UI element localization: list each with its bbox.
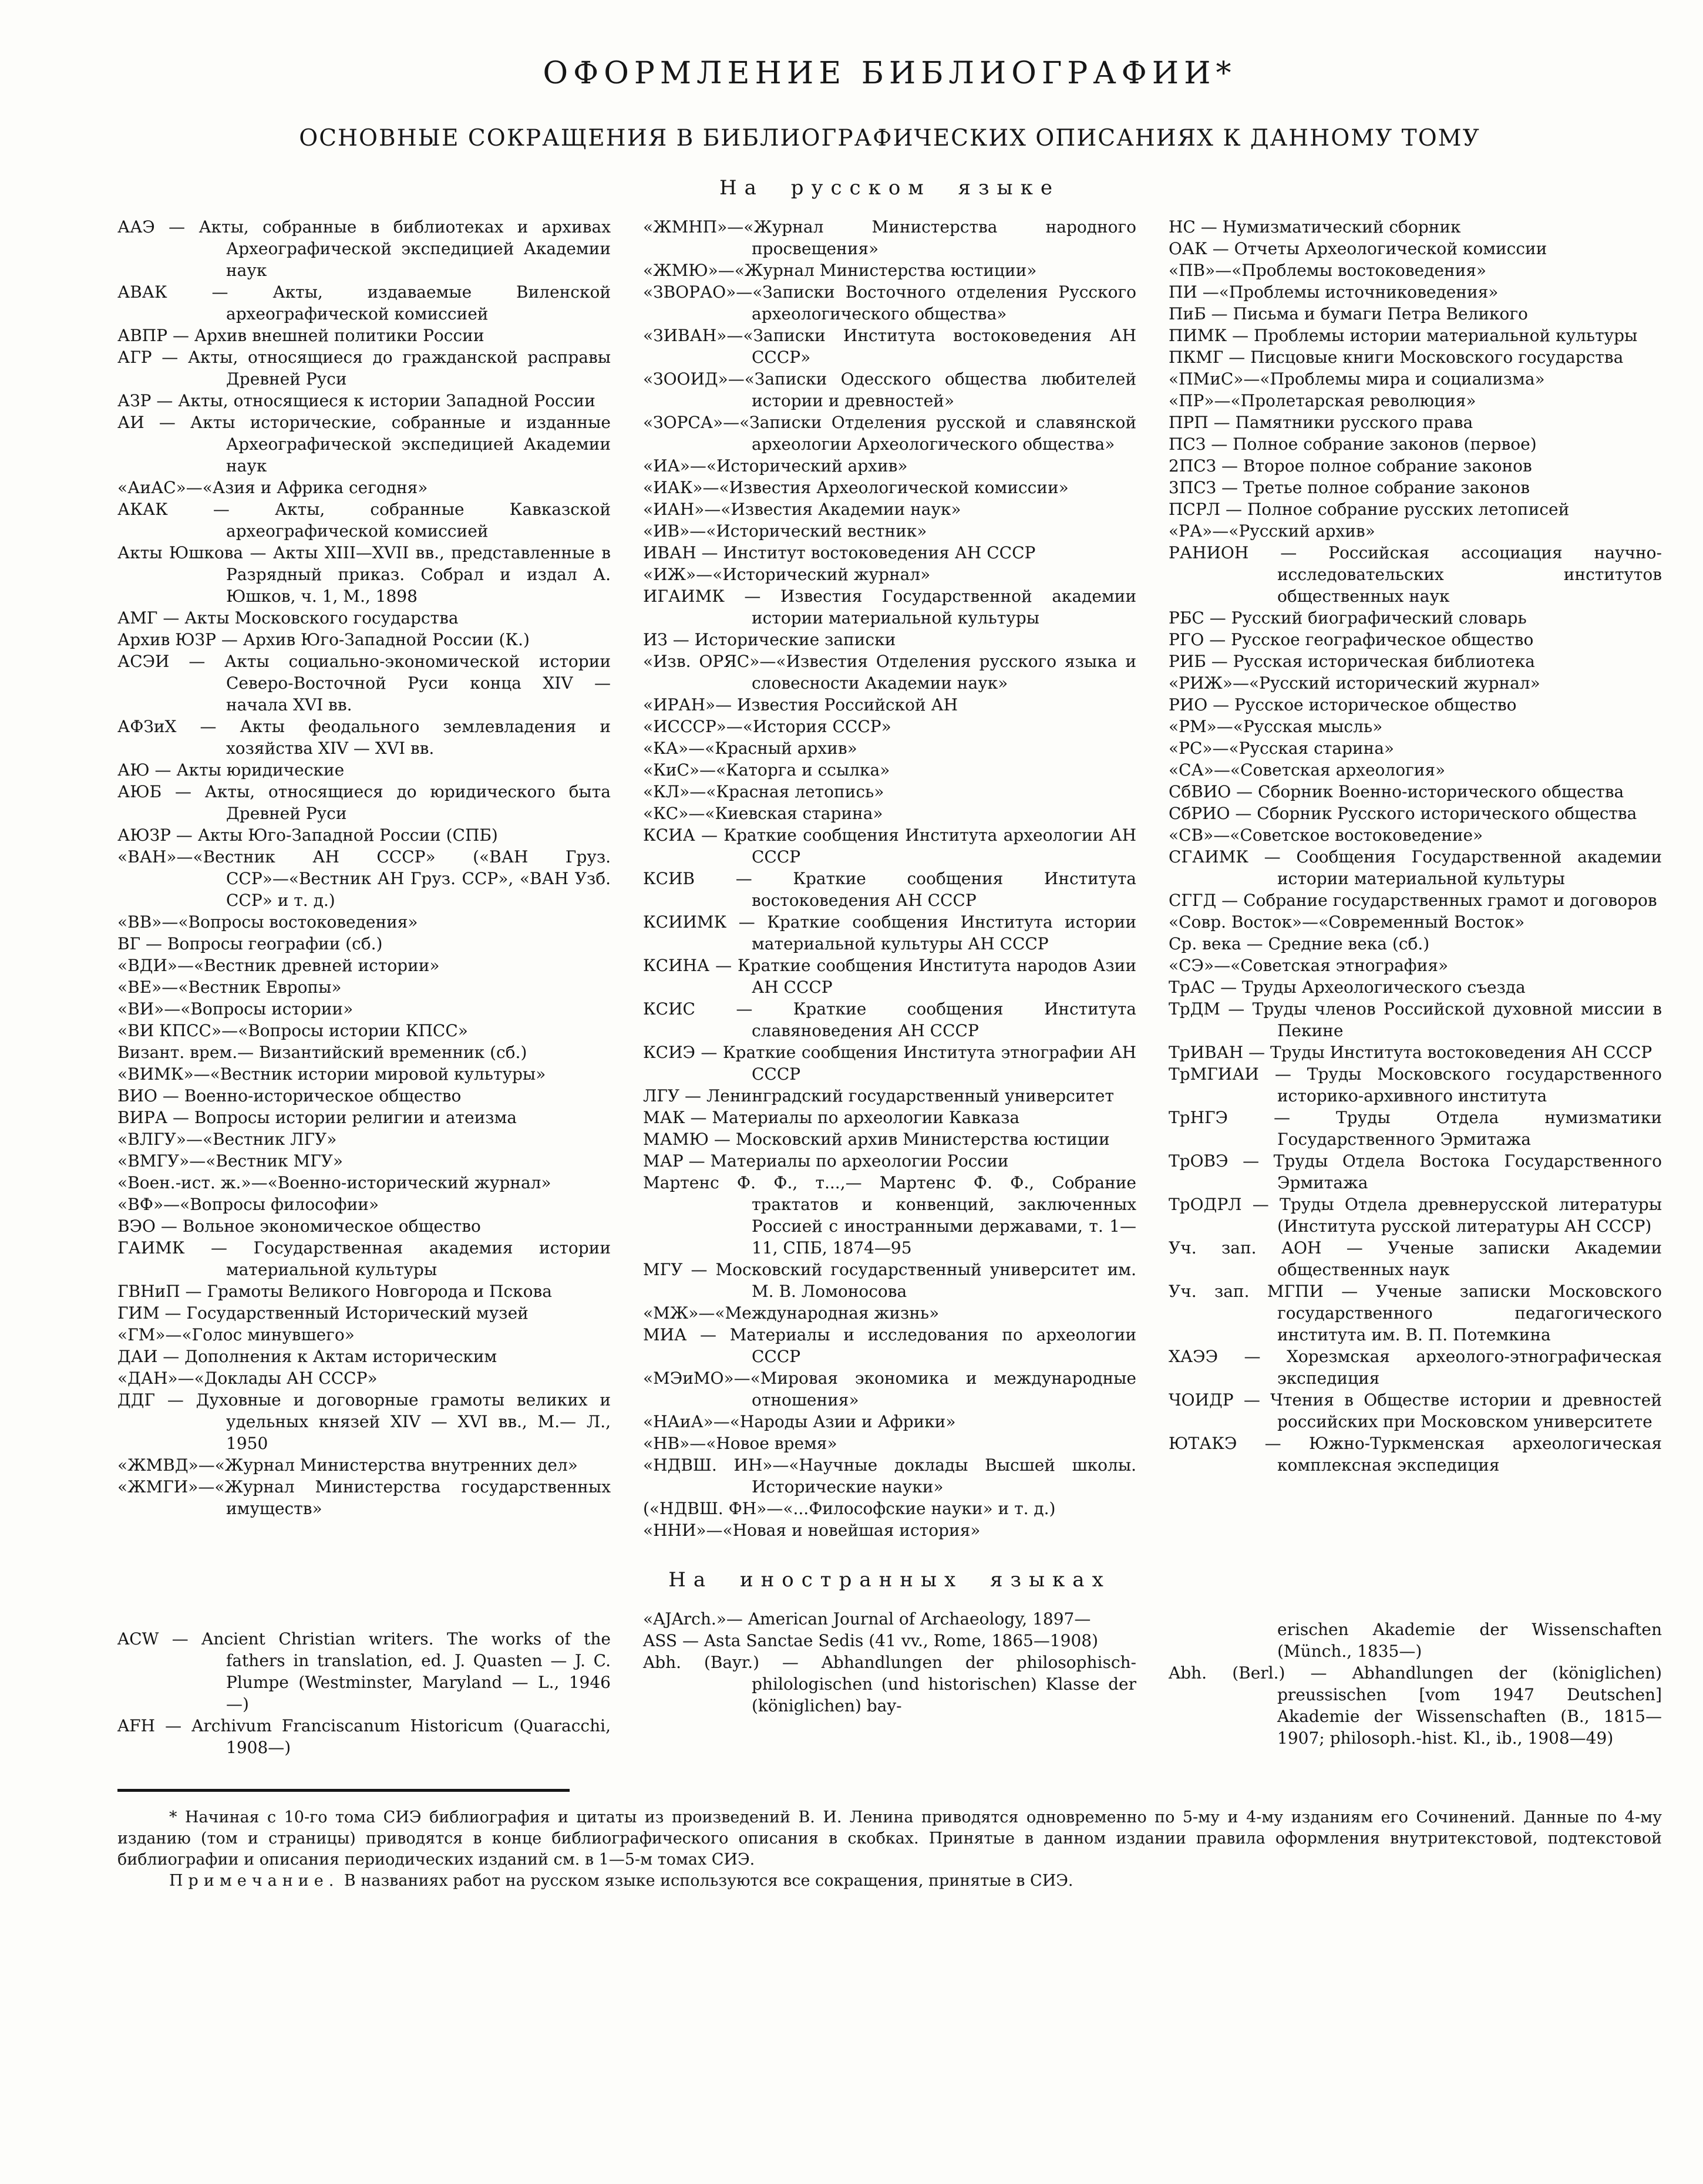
footnote-text: * Начиная с 10-го тома СИЭ библиография и цитаты из произведений В. И. Ленина приводятся одновременно по 5-му и 4-му изданиям его Сочинений. Данные по 4-му изданию (том и страницы) приводятся в конце библиографического описания в скобках. Принятые в данном издании правила оформления внутритекстовой, подтекстовой библиографии и описания периодических изданий см. в 1—5-м томах СИЭ. <box>117 1808 1662 1869</box>
abbr-entry: «ЖМВД»—«Журнал Министерства внутренних дел» <box>117 1455 578 1475</box>
abbr-entry: «ЗВОРАО»—«Записки Восточного отделения Русского археологического общества» <box>643 282 1136 323</box>
abbr-entry: «ВАН»—«Вестник АН СССР» («ВАН Груз. ССР»—«Вестник АН Груз. ССР», «ВАН Узб. ССР» и т. д.) <box>117 847 611 910</box>
abbr-entry: «РС»—«Русская старина» <box>1169 739 1395 758</box>
abbr-entry: «РА»—«Русский архив» <box>1169 521 1375 541</box>
abbr-entry: «ПМиС»—«Проблемы мира и социализма» <box>1169 369 1545 389</box>
abbr-entry: Ср. века — Средние века (сб.) <box>1169 934 1430 953</box>
abbr-entry: Уч. зап. МГПИ — Ученые записки Московского государственного педагогического института им. В. П. Потемкина <box>1169 1282 1662 1344</box>
abbr-entry: АЮ — Акты юридические <box>117 760 345 780</box>
abbr-entry: «ЗИВАН»—«Записки Института востоковедения АН СССР» <box>643 326 1136 367</box>
footnote-rule <box>117 1789 570 1792</box>
abbr-entry: АВПР — Архив внешней политики России <box>117 326 484 345</box>
abbr-entry: «ИВ»—«Исторический вестник» <box>643 521 927 541</box>
abbr-entry: ПиБ — Письма и бумаги Петра Великого <box>1169 304 1528 323</box>
abbr-entry: ЧОИДР — Чтения в Обществе истории и древностей российских при Московском университете <box>1169 1390 1662 1431</box>
foreign-columns <box>117 1608 1662 1758</box>
abbr-entry: «НАиА»—«Народы Азии и Африки» <box>643 1412 956 1431</box>
footnote-note-text: В названиях работ на русском языке используются все сокращения, принятые в СИЭ. <box>344 1872 1073 1890</box>
abbr-entry: «ГМ»—«Голос минувшего» <box>117 1325 355 1344</box>
abbr-entry: Abh. (Bayr.) — Abhandlungen der philosophisch-philologischen (und historischen) Klasse der (königlichen) bay- <box>643 1653 1136 1715</box>
abbr-entry: АЗР — Акты, относящиеся к истории Западной России <box>117 391 595 410</box>
abbr-entry: «КА»—«Красный архив» <box>643 739 857 758</box>
abbr-entry: МАК — Материалы по археологии Кавказа <box>643 1108 1020 1127</box>
abbr-entry: «ИСССР»—«История СССР» <box>643 717 891 736</box>
abbr-entry: «ВВ»—«Вопросы востоковедения» <box>117 912 418 932</box>
abbr-entry: КСИИМК — Краткие сообщения Института истории материальной культуры АН СССР <box>643 912 1136 953</box>
abbr-entry: АИ — Акты исторические, собранные и изданные Археографической экспедицией Академии наук <box>117 413 611 476</box>
abbr-entry: «СВ»—«Советское востоковедение» <box>1169 825 1483 845</box>
abbr-entry: ПИ —«Проблемы источниковедения» <box>1169 282 1499 302</box>
abbr-entry: ACW — Ancient Christian writers. The works of the fathers in translation, ed. J. Quasten — J. C. Plumpe (Westminster, Maryland — L., 1946—) <box>117 1629 611 1714</box>
abbr-entry: ГВНиП — Грамоты Великого Новгорода и Пскова <box>117 1282 552 1301</box>
abbr-entry: ПСРЛ — Полное собрание русских летописей <box>1169 500 1570 519</box>
abbr-entry: ОАК — Отчеты Археологической комиссии <box>1169 239 1547 258</box>
abbr-entry: ЮТАКЭ — Южно-Туркменская археологическая комплексная экспедиция <box>1169 1434 1662 1475</box>
abbr-entry: КСИА — Краткие сообщения Института археологии АН СССР <box>643 825 1136 867</box>
abbr-entry: ПСЗ — Полное собрание законов (первое) <box>1169 434 1537 454</box>
russian-column-2 <box>643 216 1136 1541</box>
abbr-entry: ИВАН — Институт востоковедения АН СССР <box>643 543 1036 562</box>
abbr-entry: «ВМГУ»—«Вестник МГУ» <box>117 1151 344 1171</box>
abbr-entry: АГР — Акты, относящиеся до гражданской расправы Древней Руси <box>117 348 611 389</box>
abbr-entry: ДАИ — Дополнения к Актам историческим <box>117 1347 497 1366</box>
abbr-entry: «СА»—«Советская археология» <box>1169 760 1446 780</box>
abbr-entry: 2ПСЗ — Второе полное собрание законов <box>1169 456 1532 476</box>
russian-columns <box>117 216 1662 1541</box>
abbr-entry: AFH — Archivum Franciscanum Historicum (Quaracchi, 1908—) <box>117 1716 611 1757</box>
foreign-column-3 <box>1169 1608 1662 1749</box>
abbr-entry: «КЛ»—«Красная летопись» <box>643 782 884 801</box>
abbr-entry: «РМ»—«Русская мысль» <box>1169 717 1383 736</box>
abbr-entry: КСИВ — Краткие сообщения Института востоковедения АН СССР <box>643 869 1136 910</box>
abbr-entry: АЮБ — Акты, относящиеся до юридического быта Древней Руси <box>117 782 611 823</box>
abbr-entry: («НДВШ. ФН»—«...Философские науки» и т. д.) <box>643 1499 1056 1518</box>
abbr-entry: ИЗ — Исторические записки <box>643 630 896 649</box>
section-heading-russian: На русском языке <box>719 176 1060 200</box>
abbr-entry: erischen Akademie der Wissenschaften (Münch., 1835—) <box>1277 1620 1662 1661</box>
abbr-entry: Уч. зап. АОН — Ученые записки Академии общественных наук <box>1169 1238 1662 1279</box>
russian-column-3 <box>1169 216 1662 1476</box>
abbr-entry: «ИА»—«Исторический архив» <box>643 456 908 476</box>
abbr-entry: «Изв. ОРЯС»—«Известия Отделения русского языка и словесности Академии наук» <box>643 652 1136 693</box>
abbr-entry: ХАЭЭ — Хорезмская археолого-этнографическая экспедиция <box>1169 1347 1662 1388</box>
abbr-entry: Архив ЮЗР — Архив Юго-Западной России (К.) <box>117 630 530 649</box>
abbr-entry: «ДАН»—«Доклады АН СССР» <box>117 1369 378 1388</box>
abbr-entry: «КиС»—«Каторга и ссылка» <box>643 760 890 780</box>
abbr-entry: ТрОДРЛ — Труды Отдела древнерусской литературы (Института русской литературы АН СССР) <box>1169 1195 1662 1236</box>
abbr-entry: ИГАИМК — Известия Государственной академии истории материальной культуры <box>643 587 1136 628</box>
abbr-entry: СбРИО — Сборник Русского исторического общества <box>1169 804 1637 823</box>
abbr-entry: СГГД — Собрание государственных грамот и договоров <box>1169 891 1657 910</box>
abbr-entry: АФЗиХ — Акты феодального землевладения и хозяйства XIV — XVI вв. <box>117 717 611 758</box>
abbr-entry: «ВИМК»—«Вестник истории мировой культуры» <box>117 1064 546 1084</box>
abbr-entry: ВЭО — Вольное экономическое общество <box>117 1216 481 1236</box>
abbr-entry: «ННИ»—«Новая и новейшая история» <box>643 1521 981 1540</box>
abbr-entry: МГУ — Московский государственный университет им. М. В. Ломоносова <box>643 1260 1136 1301</box>
abbr-entry: «МЖ»—«Международная жизнь» <box>643 1303 940 1323</box>
foreign-column-1 <box>117 1608 611 1758</box>
abbr-entry: «КС»—«Киевская старина» <box>643 804 883 823</box>
abbr-entry: «ПР»—«Пролетарская революция» <box>1169 391 1476 410</box>
page-subtitle: ОСНОВНЫЕ СОКРАЩЕНИЯ В БИБЛИОГРАФИЧЕСКИХ ОПИСАНИЯХ К ДАННОМУ ТОМУ <box>299 125 1480 151</box>
abbr-entry: «РИЖ»—«Русский исторический журнал» <box>1169 673 1540 693</box>
abbr-entry: РИО — Русское историческое общество <box>1169 695 1517 714</box>
abbr-entry: «ВДИ»—«Вестник древней истории» <box>117 956 440 975</box>
abbr-entry: «ПВ»—«Проблемы востоковедения» <box>1169 261 1487 280</box>
russian-column-1 <box>117 216 611 1519</box>
abbr-entry: «ИРАН»— Известия Российской АН <box>643 695 958 714</box>
abbr-entry: «ВФ»—«Вопросы философии» <box>117 1195 379 1214</box>
abbr-entry: РГО — Русское географическое общество <box>1169 630 1534 649</box>
abbr-entry: «СЭ»—«Советская этнография» <box>1169 956 1449 975</box>
abbr-entry: ВГ — Вопросы географии (сб.) <box>117 934 383 953</box>
abbr-entry: ТрИВАН — Труды Института востоковедения АН СССР <box>1169 1043 1652 1062</box>
abbr-entry: АМГ — Акты Московского государства <box>117 608 459 628</box>
abbr-entry: «МЭиМО»—«Мировая экономика и международные отношения» <box>643 1369 1136 1410</box>
abbr-entry: «ВИ»—«Вопросы истории» <box>117 999 354 1019</box>
abbr-entry: ПКМГ — Писцовые книги Московского государства <box>1169 348 1624 367</box>
abbr-entry: «ВИ КПСС»—«Вопросы истории КПСС» <box>117 1021 468 1040</box>
abbr-entry: КСИС — Краткие сообщения Института славяноведения АН СССР <box>643 999 1136 1040</box>
abbr-entry: ПРП — Памятники русского права <box>1169 413 1473 432</box>
abbr-entry: «НВ»—«Новое время» <box>643 1434 837 1453</box>
abbr-entry: НС — Нумизматический сборник <box>1169 217 1461 237</box>
footnote-note <box>117 1870 1662 1892</box>
abbr-entry: «ЗООИД»—«Записки Одесского общества любителей истории и древностей» <box>643 369 1136 410</box>
abbr-entry: ЛГУ — Ленинградский государственный университет <box>643 1086 1114 1106</box>
abbr-entry: «ВЛГУ»—«Вестник ЛГУ» <box>117 1130 337 1149</box>
abbr-entry: «ИАК»—«Известия Археологической комиссии» <box>643 478 1069 497</box>
abbr-entry: «Воен.-ист. ж.»—«Военно-исторический журнал» <box>117 1173 551 1192</box>
abbr-entry: ТрДМ — Труды членов Российской духовной миссии в Пекине <box>1169 999 1662 1040</box>
abbr-entry: РБС — Русский биографический словарь <box>1169 608 1527 628</box>
abbr-entry: ASS — Asta Sanctae Sedis (41 vv., Rome, 1865—1908) <box>643 1631 1099 1650</box>
abbr-entry: АСЭИ — Акты социально-экономической истории Северо-Восточной Руси конца XIV — начала XVI вв. <box>117 652 611 714</box>
abbr-entry: ТрОВЭ — Труды Отдела Востока Государственного Эрмитажа <box>1169 1151 1662 1192</box>
abbr-entry: ГИМ — Государственный Исторический музей <box>117 1303 529 1323</box>
abbr-entry: АВАК — Акты, издаваемые Виленской археографической комиссией <box>117 282 611 323</box>
abbr-entry: «ЖМГИ»—«Журнал Министерства государственных имуществ» <box>117 1477 611 1518</box>
abbr-entry: «АиАС»—«Азия и Африка сегодня» <box>117 478 428 497</box>
abbr-entry: АЮЗР — Акты Юго-Западной России (СПБ) <box>117 825 498 845</box>
abbr-entry: МИА — Материалы и исследования по археологии СССР <box>643 1325 1136 1366</box>
footnote-note-label: Примечание. <box>169 1872 339 1890</box>
abbr-entry: 3ПСЗ — Третье полное собрание законов <box>1169 478 1530 497</box>
abbr-entry: «AJArch.»— American Journal of Archaeology, 1897— <box>643 1609 1091 1629</box>
abbr-entry: АКАК — Акты, собранные Кавказской археографической комиссией <box>117 500 611 541</box>
abbr-entry: КСИНА — Краткие сообщения Института народов Азии АН СССР <box>643 956 1136 997</box>
abbr-entry: ТрАС — Труды Археологического съезда <box>1169 978 1526 997</box>
abbr-entry: МАР — Материалы по археологии России <box>643 1151 1009 1171</box>
abbr-entry: ТрНГЭ — Труды Отдела нумизматики Государственного Эрмитажа <box>1169 1108 1662 1149</box>
abbr-entry: ТрМГИАИ — Труды Московского государственного историко-архивного института <box>1169 1064 1662 1106</box>
abbr-entry: «ЗОРСА»—«Записки Отделения русской и славянской археологии Археологического общества» <box>643 413 1136 454</box>
section-heading-foreign: На иностранных языках <box>668 1568 1111 1592</box>
abbr-entry: Мартенс Ф. Ф., т...,— Мартенс Ф. Ф., Собрание трактатов и конвенций, заключенных Россией с иностранными державами, т. 1—11, СПБ, 1874—95 <box>643 1173 1136 1258</box>
abbr-entry: Визант. врем.— Византийский временник (сб.) <box>117 1043 527 1062</box>
abbr-entry: «НДВШ. ИН»—«Научные доклады Высшей школы. Исторические науки» <box>643 1455 1136 1497</box>
abbr-entry: «ЖМЮ»—«Журнал Министерства юстиции» <box>643 261 1037 280</box>
abbr-entry: «ИАН»—«Известия Академии наук» <box>643 500 961 519</box>
abbr-entry: ВИО — Военно-историческое общество <box>117 1086 462 1106</box>
abbr-entry: «ЖМНП»—«Журнал Министерства народного просвещения» <box>643 217 1136 258</box>
abbr-entry: СбВИО — Сборник Военно-исторического общества <box>1169 782 1624 801</box>
abbr-entry: РИБ — Русская историческая библиотека <box>1169 652 1535 671</box>
abbr-entry: Abh. (Berl.) — Abhandlungen der (königlichen) preussischen [vom 1947 Deutschen] Akademie der Wissenschaften (B., 1815—1907; philosoph.-hist. Kl., ib., 1908—49) <box>1169 1663 1662 1748</box>
foreign-column-2 <box>643 1608 1136 1717</box>
footnote <box>117 1807 1662 1892</box>
abbr-entry: МАМЮ — Московский архив Министерства юстиции <box>643 1130 1110 1149</box>
abbr-entry: ГАИМК — Государственная академия истории материальной культуры <box>117 1238 611 1279</box>
abbr-entry: РАНИОН — Российская ассоциация научно-исследовательских институтов общественных наук <box>1169 543 1662 606</box>
abbr-entry: ВИРА — Вопросы истории религии и атеизма <box>117 1108 517 1127</box>
abbr-entry: «ВЕ»—«Вестник Европы» <box>117 978 342 997</box>
abbr-entry: ПИМК — Проблемы истории материальной культуры <box>1169 326 1638 345</box>
abbr-entry: Акты Юшкова — Акты XIII—XVII вв., представленные в Разрядный приказ. Собрал и издал А. Юшков, ч. 1, М., 1898 <box>117 543 611 606</box>
abbr-entry: КСИЭ — Краткие сообщения Института этнографии АН СССР <box>643 1043 1136 1084</box>
abbr-entry: ДДГ — Духовные и договорные грамоты великих и удельных князей XIV — XVI вв., М.— Л., 1950 <box>117 1390 611 1453</box>
abbr-entry: «ИЖ»—«Исторический журнал» <box>643 565 931 584</box>
page-title: ОФОРМЛЕНИЕ БИБЛИОГРАФИИ* <box>543 56 1237 91</box>
abbr-entry: СГАИМК — Сообщения Государственной академии истории материальной культуры <box>1169 847 1662 888</box>
abbr-entry: «Совр. Восток»—«Современный Восток» <box>1169 912 1525 932</box>
abbr-entry: ААЭ — Акты, собранные в библиотеках и архивах Археографической экспедицией Академии наук <box>117 217 611 280</box>
